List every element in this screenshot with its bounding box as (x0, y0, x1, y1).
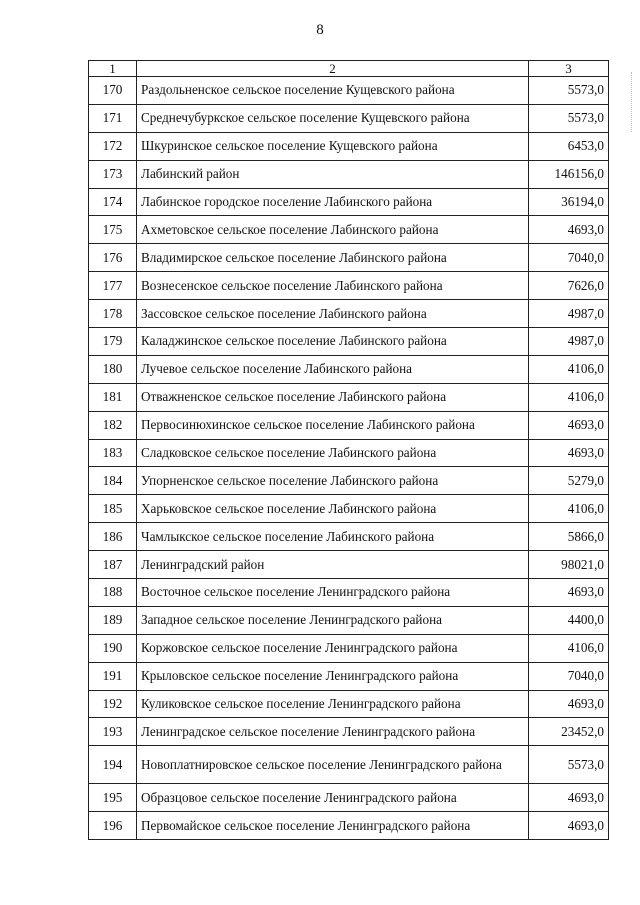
table-row (89, 690, 609, 718)
row-number-cell: 194 (89, 746, 137, 784)
row-name-cell: Лабинское городское поселение Лабинского района (137, 188, 529, 216)
table-row (89, 328, 609, 356)
row-number-cell: 187 (89, 551, 137, 579)
table-row (89, 634, 609, 662)
row-value-cell: 4693,0 (529, 784, 609, 812)
row-name-cell: Харьковское сельское поселение Лабинского района (137, 495, 529, 523)
row-number-cell: 178 (89, 300, 137, 328)
row-name-cell: Куликовское сельское поселение Ленинградского района (137, 690, 529, 718)
row-name-cell: Раздольненское сельское поселение Кущевского района (137, 77, 529, 105)
row-value-cell: 4693,0 (529, 579, 609, 607)
column-header-3: 3 (529, 61, 609, 77)
table-row (89, 272, 609, 300)
table-row (89, 439, 609, 467)
row-number-cell: 188 (89, 579, 137, 607)
table-header-row (89, 61, 609, 77)
table-row (89, 746, 609, 784)
row-name-cell: Восточное сельское поселение Ленинградского района (137, 579, 529, 607)
scan-margin-mark (631, 72, 638, 132)
table-row (89, 244, 609, 272)
row-name-cell: Западное сельское поселение Ленинградского района (137, 606, 529, 634)
table-row (89, 579, 609, 607)
table-row (89, 383, 609, 411)
row-number-cell: 172 (89, 132, 137, 160)
row-name-cell: Владимирское сельское поселение Лабинского района (137, 244, 529, 272)
row-value-cell: 98021,0 (529, 551, 609, 579)
table-row (89, 662, 609, 690)
row-value-cell: 5573,0 (529, 104, 609, 132)
row-name-cell: Упорненское сельское поселение Лабинского района (137, 467, 529, 495)
row-value-cell: 7040,0 (529, 244, 609, 272)
row-name-cell: Ахметовское сельское поселение Лабинского района (137, 216, 529, 244)
table-row (89, 812, 609, 840)
row-value-cell: 23452,0 (529, 718, 609, 746)
row-number-cell: 174 (89, 188, 137, 216)
row-name-cell: Каладжинское сельское поселение Лабинского района (137, 328, 529, 356)
row-number-cell: 170 (89, 77, 137, 105)
table-row (89, 77, 609, 105)
row-name-cell: Первомайское сельское поселение Ленинградского района (137, 812, 529, 840)
row-name-cell: Зассовское сельское поселение Лабинского района (137, 300, 529, 328)
row-name-cell: Лучевое сельское поселение Лабинского района (137, 355, 529, 383)
table-row (89, 495, 609, 523)
row-number-cell: 177 (89, 272, 137, 300)
row-value-cell: 4693,0 (529, 439, 609, 467)
table-row (89, 551, 609, 579)
row-value-cell: 4106,0 (529, 383, 609, 411)
row-name-cell: Вознесенское сельское поселение Лабинского района (137, 272, 529, 300)
row-number-cell: 176 (89, 244, 137, 272)
row-number-cell: 181 (89, 383, 137, 411)
row-number-cell: 184 (89, 467, 137, 495)
column-header-2: 2 (137, 61, 529, 77)
row-name-cell: Среднечубуркское сельское поселение Кущевского района (137, 104, 529, 132)
table-row (89, 355, 609, 383)
row-number-cell: 195 (89, 784, 137, 812)
row-name-cell: Первосинюхинское сельское поселение Лабинского района (137, 411, 529, 439)
row-number-cell: 173 (89, 160, 137, 188)
row-value-cell: 4693,0 (529, 216, 609, 244)
row-number-cell: 190 (89, 634, 137, 662)
row-value-cell: 5279,0 (529, 467, 609, 495)
row-name-cell: Ленинградское сельское поселение Ленинградского района (137, 718, 529, 746)
table-header (89, 61, 609, 77)
column-header-1: 1 (89, 61, 137, 77)
table-body (89, 77, 609, 840)
row-value-cell: 4693,0 (529, 690, 609, 718)
row-value-cell: 5573,0 (529, 77, 609, 105)
row-value-cell: 6453,0 (529, 132, 609, 160)
row-number-cell: 192 (89, 690, 137, 718)
row-name-cell: Отважненское сельское поселение Лабинского района (137, 383, 529, 411)
row-value-cell: 4106,0 (529, 634, 609, 662)
row-name-cell: Чамлыкское сельское поселение Лабинского района (137, 523, 529, 551)
row-name-cell: Сладковское сельское поселение Лабинского района (137, 439, 529, 467)
table-row (89, 188, 609, 216)
table-row (89, 606, 609, 634)
table-row (89, 104, 609, 132)
row-number-cell: 179 (89, 328, 137, 356)
table-row (89, 718, 609, 746)
table-row (89, 216, 609, 244)
table-row (89, 784, 609, 812)
row-name-cell: Образцовое сельское поселение Ленинградского района (137, 784, 529, 812)
row-number-cell: 185 (89, 495, 137, 523)
table-row (89, 411, 609, 439)
row-value-cell: 4693,0 (529, 812, 609, 840)
row-value-cell: 4106,0 (529, 495, 609, 523)
row-name-cell: Шкуринское сельское поселение Кущевского района (137, 132, 529, 160)
row-number-cell: 171 (89, 104, 137, 132)
row-value-cell: 4400,0 (529, 606, 609, 634)
row-number-cell: 189 (89, 606, 137, 634)
row-value-cell: 4987,0 (529, 300, 609, 328)
row-number-cell: 196 (89, 812, 137, 840)
row-number-cell: 191 (89, 662, 137, 690)
row-name-cell: Лабинский район (137, 160, 529, 188)
table-row (89, 523, 609, 551)
row-value-cell: 5866,0 (529, 523, 609, 551)
row-value-cell: 4693,0 (529, 411, 609, 439)
row-value-cell: 7040,0 (529, 662, 609, 690)
row-value-cell: 7626,0 (529, 272, 609, 300)
table-row (89, 160, 609, 188)
row-name-cell: Крыловское сельское поселение Ленинградского района (137, 662, 529, 690)
row-number-cell: 180 (89, 355, 137, 383)
page-number: 8 (316, 22, 324, 38)
table-row (89, 300, 609, 328)
row-number-cell: 175 (89, 216, 137, 244)
row-value-cell: 146156,0 (529, 160, 609, 188)
row-name-cell: Коржовское сельское поселение Ленинградского района (137, 634, 529, 662)
allocation-table (88, 60, 609, 840)
table-row (89, 132, 609, 160)
row-value-cell: 36194,0 (529, 188, 609, 216)
row-number-cell: 183 (89, 439, 137, 467)
row-value-cell: 5573,0 (529, 746, 609, 784)
row-name-cell: Ленинградский район (137, 551, 529, 579)
row-value-cell: 4106,0 (529, 355, 609, 383)
row-number-cell: 182 (89, 411, 137, 439)
row-number-cell: 193 (89, 718, 137, 746)
row-number-cell: 186 (89, 523, 137, 551)
table-row (89, 467, 609, 495)
row-value-cell: 4987,0 (529, 328, 609, 356)
row-name-cell: Новоплатнировское сельское поселение Ленинградского района (137, 746, 529, 784)
